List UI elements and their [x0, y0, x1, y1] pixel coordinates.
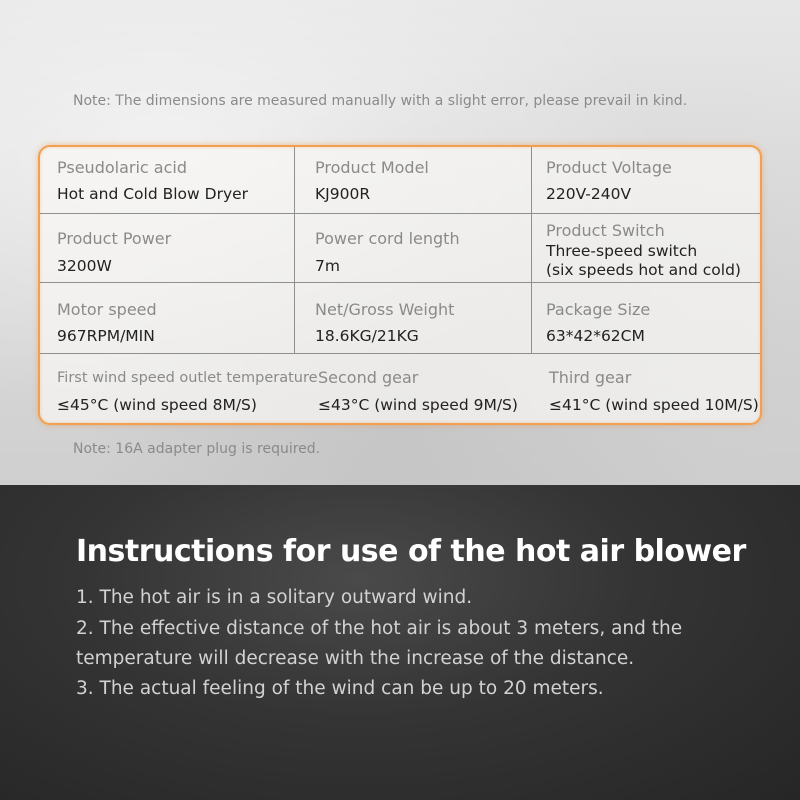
instructions-title: Instructions for use of the hot air blower: [76, 534, 746, 569]
label-net-gross-weight: Net/Gross Weight: [315, 300, 455, 319]
instruction-line-2: 2. The effective distance of the hot air is about 3 meters, and the: [76, 618, 683, 639]
value-product-model: KJ900R: [315, 185, 371, 203]
label-product-power: Product Power: [57, 229, 172, 248]
adapter-note: Note: 16A adapter plug is required.: [73, 441, 321, 457]
column-divider: [294, 147, 295, 353]
label-pseudolaric-acid: Pseudolaric acid: [57, 158, 187, 177]
row-divider: [40, 213, 760, 214]
instruction-line-4: 3. The actual feeling of the wind can be up to 20 meters.: [76, 678, 604, 699]
instruction-line-1: 1. The hot air is in a solitary outward wind.: [76, 587, 473, 608]
label-first-wind-speed: First wind speed outlet temperature: [57, 370, 318, 386]
label-second-gear: Second gear: [318, 368, 419, 387]
value-product-name: Hot and Cold Blow Dryer: [57, 185, 249, 203]
spec-table: [38, 145, 762, 425]
row-divider: [40, 282, 760, 283]
value-product-power: 3200W: [57, 257, 112, 275]
label-product-switch: Product Switch: [546, 221, 665, 240]
label-power-cord-length: Power cord length: [315, 229, 460, 248]
row-divider: [40, 353, 760, 354]
label-product-voltage: Product Voltage: [546, 158, 672, 177]
value-package-size: 63*42*62CM: [546, 327, 645, 345]
column-divider: [531, 147, 532, 353]
label-package-size: Package Size: [546, 300, 651, 319]
label-third-gear: Third gear: [549, 368, 632, 387]
value-third-gear: ≤41°C (wind speed 10M/S): [549, 396, 759, 414]
value-net-gross-weight: 18.6KG/21KG: [315, 327, 419, 345]
label-motor-speed: Motor speed: [57, 300, 157, 319]
value-second-gear: ≤43°C (wind speed 9M/S): [318, 396, 518, 414]
label-product-model: Product Model: [315, 158, 429, 177]
value-product-switch-line2: (six speeds hot and cold): [546, 261, 741, 279]
dimension-note: Note: The dimensions are measured manually with a slight error, please prevail in kind.: [73, 93, 688, 109]
value-first-wind-speed: ≤45°C (wind speed 8M/S): [57, 396, 257, 414]
value-product-voltage: 220V-240V: [546, 185, 632, 203]
value-product-switch-line1: Three-speed switch: [546, 242, 698, 260]
instructions-panel: [0, 485, 800, 800]
value-power-cord-length: 7m: [315, 257, 340, 275]
value-motor-speed: 967RPM/MIN: [57, 327, 155, 345]
instruction-line-3: temperature will decrease with the increase of the distance.: [76, 648, 635, 669]
